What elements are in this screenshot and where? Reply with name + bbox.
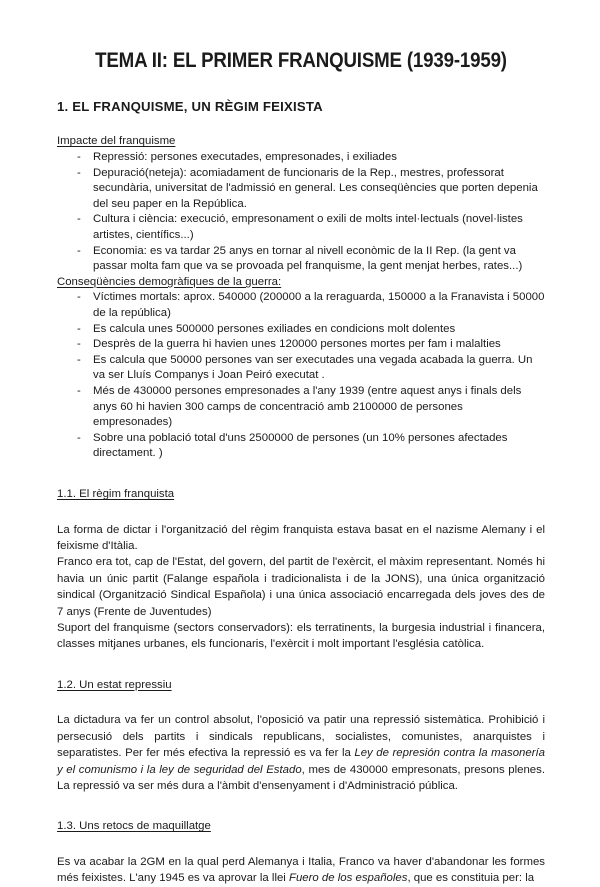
list-item: - Es calcula que 50000 persones van ser executades una vegada acabada la guerra. Un va ser Lluís Companys i Joan Peiró executat .: [57, 353, 545, 384]
impact-list: [57, 150, 545, 275]
subheading-1-2: 1.2. Un estat repressiu: [57, 678, 172, 691]
demographic-heading: Conseqüències demogràfiques de la guerra:: [57, 275, 282, 288]
list-item: - Més de 430000 persones empresonades a l'any 1939 (entre aquest anys i finals dels anys 60 hi havien 300 camps de concentració amb 2100000 de persones empresonades): [57, 384, 545, 431]
subsection-1-3: [57, 794, 545, 886]
paragraph: [57, 835, 545, 887]
paragraph: [57, 693, 545, 794]
subsection-1-2: [57, 653, 545, 795]
paragraph-text-lead: Es va acabar la 2GM en la qual perd Alemanya i Italia, Franco va haver d'abandonar les formes més feixistes. L'any 1945 es va aprovar la llei: [57, 856, 545, 885]
list-item: - Víctimes mortals: aprox. 540000 (200000 a la reraguarda, 150000 a la Franavista i 50000 de la república): [57, 290, 545, 321]
impact-heading-wrap: [57, 114, 545, 150]
paragraph: Suport del franquisme (sectors conservadors): els terratinents, la burgesia industrial i financera, classes mitjanes urbanes, els funcionaris, l'exèrcit i molt important l'església catòlica.: [57, 621, 545, 651]
list-item: - Sobre una població total d'uns 2500000 de persones (un 10% persones afectades directament. ): [57, 431, 545, 462]
section-heading-1: 1. EL FRANQUISME, UN RÈGIM FEIXISTA: [57, 98, 323, 114]
demographic-heading-wrap: [57, 275, 545, 291]
paragraph-text-tail: , mes de 430000 empresonats, presons plenes. La repressió va ser més dura a l'àmbit d'ensenyament i d'Administració pública.: [57, 763, 545, 793]
list-item: - Economia: es va tardar 25 anys en tornar al nivell econòmic de la II Rep. (la gent va passar molta fam que va se provoada pel franquisme, la gent menjat herbes, rates...): [57, 244, 545, 275]
paragraph: La forma de dictar i l'organització del règim franquista estava basat en el nazisme Alemany i el feixisme d'Itàlia.: [57, 523, 545, 552]
page-title: TEMA II: EL PRIMER FRANQUISME (1939-1959): [95, 48, 507, 72]
subheading-1-3: 1.3. Uns retocs de maquillatge: [57, 820, 211, 833]
paragraph: Franco era tot, cap de l'Estat, del govern, del partit de l'exèrcit, el màxim representant. Només hi havia un únic partit (Falange española i tradicionalista i de la JONS), una única organització sindical (Organització Sindical Española) i una única associació encarregada dels joves des de 7 anys (Frente de Juventudes): [57, 556, 545, 618]
impact-heading: Impacte del franquisme: [57, 135, 176, 148]
subsection-1-1: [57, 462, 545, 653]
list-item: - Cultura i ciència: execució, empresonament o exili de molts intel·lectuals (novel·listes artistes, científics...): [57, 212, 545, 243]
subheading-1-1: 1.1. El règim franquista: [57, 487, 175, 500]
list-item: - Repressió: persones executades, empresonades, i exiliades: [57, 150, 545, 166]
paragraph-text-lead: La dictadura va fer un control absolut, l'oposició va patir una repressió sistemàtica. Prohibició i persecusió dels partits i sindicals republicans, socialistes, comunistes, anarquistes i separatistes. Per fer més efectiva la repressió es va fer la: [57, 714, 545, 760]
list-item: - Es calcula unes 500000 persones exiliades en condicions molt dolentes: [57, 322, 545, 338]
demographic-list: [57, 290, 545, 462]
subheading-1-3-wrap: [57, 794, 545, 835]
law-title-italic: Fuero de los españoles: [289, 872, 408, 885]
paragraph-text-tail: , que es constituia per: la: [407, 872, 535, 885]
list-item: - Desprès de la guerra hi havien unes 120000 persones mortes per fam i malalties: [57, 337, 545, 353]
subheading-1-2-wrap: [57, 653, 545, 694]
list-item: - Depuració(neteja): acomiadament de funcionaris de la Rep., mestres, professorat secundària, universitat de l'admissió en general. Les conseqüències que porten depenia del seu paper en la República.: [57, 166, 545, 213]
subheading-1-1-wrap: [57, 462, 545, 503]
law-title-italic: Ley de represión contra la masonería y el comunismo i la ley de seguridad del Estado: [57, 747, 545, 776]
